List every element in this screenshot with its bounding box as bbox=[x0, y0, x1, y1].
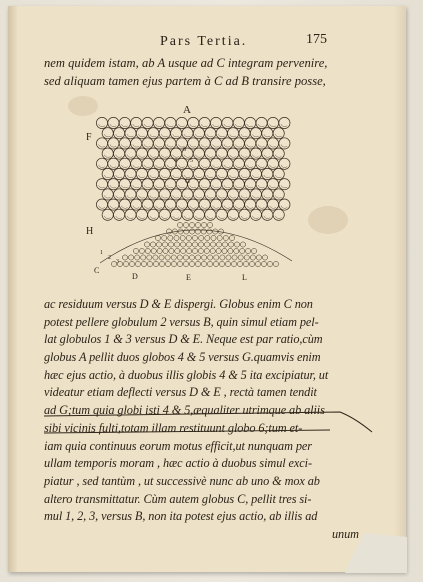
small-globule bbox=[232, 255, 237, 260]
label-f: F bbox=[86, 132, 92, 143]
small-globule bbox=[202, 255, 207, 260]
page-gutter-shadow bbox=[8, 6, 18, 572]
small-globule bbox=[228, 248, 233, 253]
label-e: E bbox=[186, 273, 191, 282]
globules-diagram bbox=[80, 103, 330, 288]
ball-number-3: 3 bbox=[116, 259, 119, 265]
small-globule bbox=[129, 261, 134, 266]
small-globule bbox=[222, 248, 227, 253]
small-globule bbox=[155, 235, 160, 240]
text-line: mul 1, 2, 3, versus B, non ita potest ejus actio, ab illis ad bbox=[44, 509, 318, 524]
small-globule bbox=[226, 255, 231, 260]
small-globule bbox=[181, 248, 186, 253]
text-line: piatur , sed tantùm , ut successivè nunc ab uno & mox ab bbox=[44, 473, 320, 488]
small-globule bbox=[240, 242, 245, 247]
text-line: potest pellere globulum 2 versus B, quin simul etiam pel- bbox=[44, 314, 319, 329]
ball-number-1: 1 bbox=[100, 250, 103, 256]
small-globule bbox=[234, 248, 239, 253]
text-line: lat globulos 1 & 3 versus D & E. Neque est par ratio,cùm bbox=[44, 332, 323, 347]
small-globule bbox=[205, 235, 210, 240]
small-globule bbox=[163, 248, 168, 253]
small-globule bbox=[216, 242, 221, 247]
small-globule bbox=[204, 242, 209, 247]
small-globule bbox=[128, 255, 133, 260]
small-globule bbox=[201, 222, 206, 227]
text-line: videatur etiam deflecti versus D & E , rectà tamen tendit bbox=[44, 385, 317, 400]
text-line: nem quidem istam, ab A usque ad C integram pervenire, bbox=[44, 56, 328, 70]
small-globule bbox=[207, 261, 212, 266]
label-g: G bbox=[185, 177, 191, 185]
small-globule bbox=[250, 255, 255, 260]
small-globule bbox=[198, 242, 203, 247]
small-globule bbox=[139, 248, 144, 253]
small-globule bbox=[216, 248, 221, 253]
small-globule bbox=[169, 248, 174, 253]
page-number: 175 bbox=[306, 32, 327, 47]
small-globule bbox=[229, 235, 234, 240]
small-globule bbox=[168, 242, 173, 247]
small-globule-field bbox=[111, 222, 278, 266]
small-globule bbox=[178, 229, 183, 234]
small-globule bbox=[122, 255, 127, 260]
small-globule bbox=[180, 242, 185, 247]
label-d: D bbox=[132, 272, 138, 281]
small-globule bbox=[210, 242, 215, 247]
small-globule bbox=[183, 222, 188, 227]
small-globule bbox=[174, 235, 179, 240]
small-globule bbox=[211, 235, 216, 240]
small-globule bbox=[141, 255, 146, 260]
top-text-block bbox=[44, 55, 327, 90]
small-globule bbox=[189, 222, 194, 227]
small-globule bbox=[195, 229, 200, 234]
text-line: ac residuum versus D & E dispergi. Globus enim C non bbox=[44, 297, 313, 311]
small-globule bbox=[174, 242, 179, 247]
label-h: H bbox=[86, 226, 94, 237]
small-globule bbox=[273, 261, 278, 266]
small-globule bbox=[171, 255, 176, 260]
small-globule bbox=[195, 261, 200, 266]
small-globule bbox=[256, 255, 261, 260]
small-globule bbox=[147, 255, 152, 260]
small-globule bbox=[159, 261, 164, 266]
small-globule bbox=[135, 261, 140, 266]
small-globule bbox=[177, 261, 182, 266]
ball-number-2: 2 bbox=[108, 255, 111, 261]
small-globule bbox=[168, 235, 173, 240]
small-globule bbox=[175, 248, 180, 253]
small-globule bbox=[153, 255, 158, 260]
small-globule bbox=[177, 255, 182, 260]
small-globule bbox=[195, 222, 200, 227]
globule-grid bbox=[96, 117, 290, 220]
running-head: Pars Tertia. bbox=[160, 34, 248, 49]
text-line: ullam temporis moram , hæc actio à duobus simul exci- bbox=[44, 456, 312, 471]
small-globule bbox=[261, 261, 266, 266]
small-globule bbox=[147, 261, 152, 266]
small-globule bbox=[213, 261, 218, 266]
small-globule bbox=[243, 261, 248, 266]
text-line: altero transmittatur. Cùm autem globus C, pellit tres si- bbox=[44, 491, 312, 506]
small-globule bbox=[207, 222, 212, 227]
small-globule bbox=[156, 242, 161, 247]
small-globule bbox=[195, 255, 200, 260]
text-line: ad G;tum quia globi isti 4 & 5,æqualiter utrimque ab aliis bbox=[44, 403, 325, 418]
small-globule bbox=[238, 255, 243, 260]
small-globule bbox=[141, 261, 146, 266]
small-globule bbox=[217, 235, 222, 240]
ball-number-6: 6 bbox=[183, 147, 186, 153]
small-globule bbox=[183, 261, 188, 266]
small-globule bbox=[208, 255, 213, 260]
main-text-block bbox=[44, 296, 359, 544]
label-l: L bbox=[242, 273, 247, 282]
small-globule bbox=[186, 235, 191, 240]
text-line: sibi vicinis fulti,totam illam restituunt globo 6;tum et- bbox=[44, 420, 303, 435]
small-globule bbox=[180, 235, 185, 240]
small-globule bbox=[244, 255, 249, 260]
small-globule bbox=[237, 261, 242, 266]
small-globule bbox=[159, 255, 164, 260]
small-globule bbox=[189, 255, 194, 260]
text-line: iam quia continuus eorum motus efficit,ut nunquam per bbox=[44, 438, 312, 453]
label-a: A bbox=[183, 104, 191, 116]
text-line: globus A pellit duos globos 4 & 5 versus G.quamvis enim bbox=[44, 350, 321, 365]
small-globule bbox=[184, 229, 189, 234]
small-globule bbox=[133, 248, 138, 253]
text-line: unum bbox=[332, 526, 359, 541]
small-globule bbox=[165, 255, 170, 260]
small-globule bbox=[192, 242, 197, 247]
small-globule bbox=[222, 242, 227, 247]
small-globule bbox=[220, 255, 225, 260]
small-globule bbox=[223, 235, 228, 240]
small-globule bbox=[183, 255, 188, 260]
small-globule bbox=[267, 261, 272, 266]
small-globule bbox=[207, 229, 212, 234]
small-globule bbox=[151, 248, 156, 253]
small-globule bbox=[249, 261, 254, 266]
small-globule bbox=[190, 229, 195, 234]
small-globule bbox=[240, 248, 245, 253]
text-line: sed aliquam tamen ejus partem à C ad B transire posse, bbox=[44, 73, 326, 88]
small-globule bbox=[150, 242, 155, 247]
small-globule bbox=[201, 229, 206, 234]
small-globule bbox=[262, 255, 267, 260]
small-globule bbox=[186, 242, 191, 247]
small-globule bbox=[210, 248, 215, 253]
ball-number-5: 5 bbox=[190, 158, 193, 164]
small-globule bbox=[145, 248, 150, 253]
small-globule bbox=[231, 261, 236, 266]
small-globule bbox=[162, 242, 167, 247]
small-globule bbox=[201, 261, 206, 266]
small-globule bbox=[255, 261, 260, 266]
small-globule bbox=[198, 248, 203, 253]
small-globule bbox=[171, 261, 176, 266]
small-globule bbox=[177, 222, 182, 227]
small-globule bbox=[192, 248, 197, 253]
small-globule bbox=[157, 248, 162, 253]
ball-number-4: 4 bbox=[174, 158, 177, 164]
small-globule bbox=[123, 261, 128, 266]
small-globule bbox=[251, 248, 256, 253]
small-globule bbox=[187, 248, 192, 253]
small-globule bbox=[135, 255, 140, 260]
small-globule bbox=[204, 248, 209, 253]
small-globule bbox=[234, 242, 239, 247]
small-globule bbox=[153, 261, 158, 266]
label-c: C bbox=[94, 266, 100, 275]
small-globule bbox=[165, 261, 170, 266]
small-globule bbox=[199, 235, 204, 240]
small-globule bbox=[162, 235, 167, 240]
small-globule bbox=[246, 248, 251, 253]
small-globule bbox=[219, 261, 224, 266]
small-globule bbox=[192, 235, 197, 240]
small-globule bbox=[214, 255, 219, 260]
small-globule bbox=[144, 242, 149, 247]
small-globule bbox=[189, 261, 194, 266]
text-line: hæc ejus actio, à duobus illis globis 4 & 5 ita excipiatur, ut bbox=[44, 367, 329, 382]
small-globule bbox=[225, 261, 230, 266]
small-globule bbox=[228, 242, 233, 247]
